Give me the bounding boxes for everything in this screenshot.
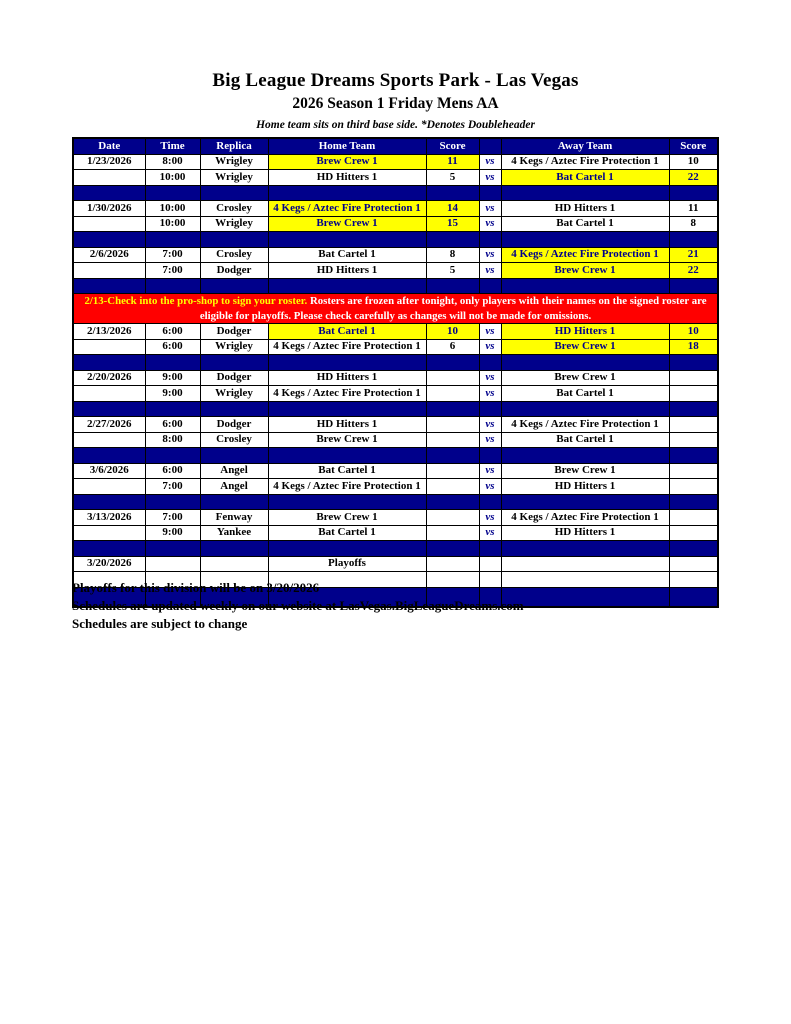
separator-cell — [669, 185, 718, 201]
separator-cell — [145, 185, 200, 201]
home-score-cell: 5 — [426, 170, 479, 186]
replica-cell: Wrigley — [200, 386, 268, 402]
date-cell: 3/6/2026 — [73, 463, 145, 479]
separator-row — [73, 494, 718, 510]
date-cell: 2/13/2026 — [73, 324, 145, 340]
separator-cell — [501, 448, 669, 464]
home-team-cell: Bat Cartel 1 — [268, 324, 426, 340]
home-team-cell: Playoffs — [268, 556, 426, 572]
page-note: Home team sits on third base side. *Denotes Doubleheader — [256, 119, 535, 131]
separator-row — [73, 278, 718, 294]
replica-cell: Fenway — [200, 510, 268, 526]
game-row — [73, 247, 718, 263]
time-cell: 10:00 — [145, 170, 200, 186]
vs-cell: vs — [479, 525, 501, 541]
separator-cell — [479, 448, 501, 464]
game-row — [73, 170, 718, 186]
home-team-cell: 4 Kegs / Aztec Fire Protection 1 — [268, 339, 426, 355]
home-score-cell — [426, 432, 479, 448]
separator-cell — [426, 355, 479, 371]
vs-cell: vs — [479, 154, 501, 170]
away-team-cell: Brew Crew 1 — [501, 263, 669, 279]
time-cell: 7:00 — [145, 247, 200, 263]
away-score-cell: 11 — [669, 201, 718, 217]
roster-banner-highlight: 2/13-Check into the pro-shop to sign your roster. — [84, 295, 308, 307]
header-vs — [479, 138, 501, 154]
away-team-cell — [501, 556, 669, 572]
replica-cell: Dodger — [200, 263, 268, 279]
away-team-cell: HD Hitters 1 — [501, 201, 669, 217]
vs-cell: vs — [479, 201, 501, 217]
replica-cell: Wrigley — [200, 170, 268, 186]
date-cell — [73, 216, 145, 232]
replica-cell — [200, 556, 268, 572]
separator-cell — [200, 232, 268, 248]
home-team-cell: Brew Crew 1 — [268, 510, 426, 526]
away-score-cell — [669, 370, 718, 386]
separator-cell — [73, 448, 145, 464]
header-home-score: Score — [426, 138, 479, 154]
vs-cell: vs — [479, 339, 501, 355]
date-cell — [73, 263, 145, 279]
time-cell: 8:00 — [145, 432, 200, 448]
replica-cell: Crosley — [200, 432, 268, 448]
replica-cell: Wrigley — [200, 339, 268, 355]
game-row — [73, 463, 718, 479]
separator-cell — [501, 355, 669, 371]
separator-cell — [145, 401, 200, 417]
away-score-cell — [669, 510, 718, 526]
time-cell: 9:00 — [145, 386, 200, 402]
separator-cell — [426, 541, 479, 557]
separator-cell — [145, 232, 200, 248]
home-score-cell: 6 — [426, 339, 479, 355]
replica-cell: Crosley — [200, 201, 268, 217]
home-score-cell: 5 — [426, 263, 479, 279]
separator-cell — [73, 278, 145, 294]
vs-cell: vs — [479, 263, 501, 279]
game-row — [73, 154, 718, 170]
away-team-cell: 4 Kegs / Aztec Fire Protection 1 — [501, 247, 669, 263]
home-score-cell: 8 — [426, 247, 479, 263]
home-team-cell: Brew Crew 1 — [268, 216, 426, 232]
away-score-cell — [669, 417, 718, 433]
away-team-cell: HD Hitters 1 — [501, 525, 669, 541]
away-team-cell: Bat Cartel 1 — [501, 216, 669, 232]
separator-cell — [73, 185, 145, 201]
date-cell: 1/30/2026 — [73, 201, 145, 217]
separator-row — [73, 232, 718, 248]
separator-cell — [669, 278, 718, 294]
game-row — [73, 525, 718, 541]
separator-cell — [73, 494, 145, 510]
header-row — [73, 138, 718, 154]
time-cell: 9:00 — [145, 525, 200, 541]
separator-row — [73, 401, 718, 417]
game-row — [73, 201, 718, 217]
time-cell: 7:00 — [145, 263, 200, 279]
vs-cell: vs — [479, 216, 501, 232]
away-score-cell: 8 — [669, 216, 718, 232]
home-team-cell: Bat Cartel 1 — [268, 525, 426, 541]
home-score-cell — [426, 510, 479, 526]
home-score-cell: 14 — [426, 201, 479, 217]
replica-cell: Yankee — [200, 525, 268, 541]
separator-cell — [426, 278, 479, 294]
time-cell: 9:00 — [145, 370, 200, 386]
separator-cell — [669, 401, 718, 417]
home-team-cell: 4 Kegs / Aztec Fire Protection 1 — [268, 479, 426, 495]
header-away-score: Score — [669, 138, 718, 154]
separator-cell — [145, 355, 200, 371]
away-team-cell — [501, 572, 669, 588]
away-score-cell — [669, 463, 718, 479]
away-team-cell: 4 Kegs / Aztec Fire Protection 1 — [501, 417, 669, 433]
home-score-cell — [426, 463, 479, 479]
separator-cell — [669, 541, 718, 557]
footer-notes — [72, 581, 524, 635]
game-row — [73, 510, 718, 526]
roster-banner — [73, 294, 718, 324]
home-team-cell: Brew Crew 1 — [268, 432, 426, 448]
date-cell — [73, 479, 145, 495]
footer-line-website: Schedules are updated weekly on our website at LasVegas.BigLeagueDreams.com — [72, 598, 524, 613]
away-score-cell: 10 — [669, 324, 718, 340]
footer-line-playoffs: Playoffs for this division will be on 3/20/2026 — [72, 580, 320, 595]
separator-cell — [73, 232, 145, 248]
away-team-cell: Bat Cartel 1 — [501, 386, 669, 402]
away-score-cell: 10 — [669, 154, 718, 170]
separator-cell — [669, 494, 718, 510]
separator-cell — [268, 185, 426, 201]
separator-cell — [426, 232, 479, 248]
separator-cell — [479, 494, 501, 510]
away-team-cell: 4 Kegs / Aztec Fire Protection 1 — [501, 154, 669, 170]
date-cell: 1/23/2026 — [73, 154, 145, 170]
away-score-cell — [669, 525, 718, 541]
separator-cell — [501, 494, 669, 510]
date-cell: 2/6/2026 — [73, 247, 145, 263]
away-score-cell — [669, 386, 718, 402]
home-team-cell: 4 Kegs / Aztec Fire Protection 1 — [268, 201, 426, 217]
separator-cell — [145, 541, 200, 557]
home-score-cell — [426, 479, 479, 495]
separator-cell — [268, 278, 426, 294]
roster-banner-row — [73, 294, 718, 324]
game-row — [73, 339, 718, 355]
away-score-cell: 21 — [669, 247, 718, 263]
separator-cell — [669, 355, 718, 371]
away-score-cell — [669, 432, 718, 448]
time-cell: 10:00 — [145, 216, 200, 232]
roster-banner-rest: Rosters are frozen after tonight, only players with their names on the signed roster are eligible for playoffs. Please check carefully as changes will not be made for omissions. — [199, 295, 707, 322]
separator-row — [73, 355, 718, 371]
vs-cell: vs — [479, 417, 501, 433]
game-row — [73, 556, 718, 572]
separator-cell — [200, 278, 268, 294]
separator-cell — [669, 448, 718, 464]
vs-cell — [479, 556, 501, 572]
separator-cell — [200, 401, 268, 417]
home-team-cell: Bat Cartel 1 — [268, 247, 426, 263]
home-team-cell: HD Hitters 1 — [268, 417, 426, 433]
schedule-table — [72, 137, 719, 608]
away-team-cell: HD Hitters 1 — [501, 479, 669, 495]
home-score-cell: 15 — [426, 216, 479, 232]
vs-cell: vs — [479, 170, 501, 186]
separator-cell — [200, 355, 268, 371]
separator-cell — [73, 355, 145, 371]
separator-cell — [501, 278, 669, 294]
separator-cell — [268, 541, 426, 557]
game-row — [73, 263, 718, 279]
separator-cell — [501, 232, 669, 248]
separator-cell — [501, 541, 669, 557]
time-cell: 7:00 — [145, 510, 200, 526]
game-row — [73, 432, 718, 448]
separator-cell — [479, 355, 501, 371]
home-score-cell — [426, 417, 479, 433]
time-cell — [145, 556, 200, 572]
separator-cell — [200, 541, 268, 557]
separator-cell — [501, 185, 669, 201]
game-row — [73, 417, 718, 433]
home-team-cell: HD Hitters 1 — [268, 263, 426, 279]
date-cell — [73, 339, 145, 355]
separator-cell — [479, 185, 501, 201]
home-score-cell — [426, 556, 479, 572]
date-cell — [73, 386, 145, 402]
home-score-cell: 11 — [426, 154, 479, 170]
time-cell: 6:00 — [145, 463, 200, 479]
replica-cell: Dodger — [200, 417, 268, 433]
replica-cell: Angel — [200, 463, 268, 479]
separator-cell — [426, 185, 479, 201]
home-team-cell: HD Hitters 1 — [268, 370, 426, 386]
header-date: Date — [73, 138, 145, 154]
home-team-cell: Brew Crew 1 — [268, 154, 426, 170]
time-cell: 6:00 — [145, 324, 200, 340]
separator-row — [73, 448, 718, 464]
date-cell: 2/20/2026 — [73, 370, 145, 386]
separator-cell — [501, 401, 669, 417]
away-team-cell: Bat Cartel 1 — [501, 432, 669, 448]
replica-cell: Dodger — [200, 324, 268, 340]
separator-cell — [200, 185, 268, 201]
vs-cell: vs — [479, 479, 501, 495]
separator-cell — [145, 448, 200, 464]
date-cell: 3/13/2026 — [73, 510, 145, 526]
game-row — [73, 370, 718, 386]
home-score-cell: 10 — [426, 324, 479, 340]
home-team-cell: 4 Kegs / Aztec Fire Protection 1 — [268, 386, 426, 402]
separator-cell — [73, 541, 145, 557]
header-away-team: Away Team — [501, 138, 669, 154]
time-cell: 10:00 — [145, 201, 200, 217]
game-row — [73, 216, 718, 232]
separator-cell — [479, 232, 501, 248]
date-cell — [73, 170, 145, 186]
header-replica: Replica — [200, 138, 268, 154]
vs-cell: vs — [479, 386, 501, 402]
separator-cell — [268, 232, 426, 248]
separator-cell — [73, 401, 145, 417]
page-subtitle: 2026 Season 1 Friday Mens AA — [292, 95, 499, 112]
replica-cell: Wrigley — [200, 154, 268, 170]
game-row — [73, 386, 718, 402]
separator-row — [73, 541, 718, 557]
home-score-cell — [426, 386, 479, 402]
separator-cell — [501, 587, 669, 607]
game-row — [73, 479, 718, 495]
game-row — [73, 324, 718, 340]
separator-cell — [669, 587, 718, 607]
date-cell: 2/27/2026 — [73, 417, 145, 433]
separator-cell — [145, 278, 200, 294]
away-score-cell: 18 — [669, 339, 718, 355]
replica-cell: Crosley — [200, 247, 268, 263]
away-team-cell: Brew Crew 1 — [501, 370, 669, 386]
home-team-cell: HD Hitters 1 — [268, 170, 426, 186]
away-team-cell: Brew Crew 1 — [501, 339, 669, 355]
vs-cell: vs — [479, 247, 501, 263]
separator-cell — [200, 494, 268, 510]
separator-cell — [479, 278, 501, 294]
away-score-cell — [669, 556, 718, 572]
date-cell — [73, 432, 145, 448]
away-team-cell: Bat Cartel 1 — [501, 170, 669, 186]
time-cell: 7:00 — [145, 479, 200, 495]
schedule-body — [73, 154, 718, 607]
separator-cell — [268, 494, 426, 510]
away-score-cell: 22 — [669, 170, 718, 186]
separator-cell — [200, 448, 268, 464]
away-score-cell — [669, 479, 718, 495]
vs-cell: vs — [479, 463, 501, 479]
time-cell: 6:00 — [145, 339, 200, 355]
replica-cell: Angel — [200, 479, 268, 495]
date-cell: 3/20/2026 — [73, 556, 145, 572]
separator-cell — [268, 448, 426, 464]
away-score-cell: 22 — [669, 263, 718, 279]
date-cell — [73, 525, 145, 541]
separator-cell — [426, 448, 479, 464]
separator-cell — [426, 494, 479, 510]
vs-cell: vs — [479, 432, 501, 448]
separator-cell — [479, 401, 501, 417]
separator-cell — [268, 355, 426, 371]
home-score-cell — [426, 525, 479, 541]
away-score-cell — [669, 572, 718, 588]
separator-cell — [479, 541, 501, 557]
home-team-cell: Bat Cartel 1 — [268, 463, 426, 479]
away-team-cell: Brew Crew 1 — [501, 463, 669, 479]
time-cell: 8:00 — [145, 154, 200, 170]
vs-cell: vs — [479, 370, 501, 386]
page-title: Big League Dreams Sports Park - Las Vegas — [212, 70, 579, 91]
replica-cell: Wrigley — [200, 216, 268, 232]
away-team-cell: 4 Kegs / Aztec Fire Protection 1 — [501, 510, 669, 526]
separator-row — [73, 185, 718, 201]
header-home-team: Home Team — [268, 138, 426, 154]
away-team-cell: HD Hitters 1 — [501, 324, 669, 340]
vs-cell: vs — [479, 324, 501, 340]
replica-cell: Dodger — [200, 370, 268, 386]
time-cell: 6:00 — [145, 417, 200, 433]
home-score-cell — [426, 370, 479, 386]
separator-cell — [426, 401, 479, 417]
separator-cell — [268, 401, 426, 417]
separator-cell — [669, 232, 718, 248]
footer-line-change: Schedules are subject to change — [72, 616, 248, 631]
vs-cell: vs — [479, 510, 501, 526]
header-time: Time — [145, 138, 200, 154]
separator-cell — [145, 494, 200, 510]
